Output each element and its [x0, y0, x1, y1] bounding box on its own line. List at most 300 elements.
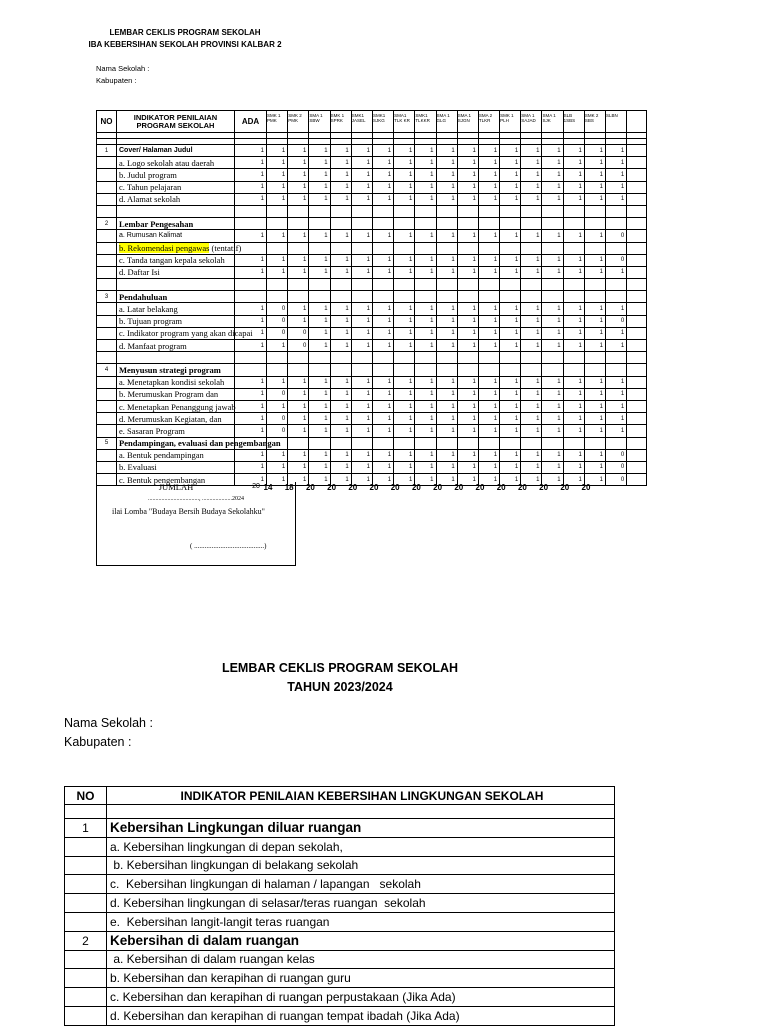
score-cell: 1: [478, 169, 499, 181]
row-indicator: d. Daftar Isi: [117, 266, 235, 278]
score-cell: 1: [436, 303, 457, 315]
score-cell: 1: [372, 461, 393, 473]
score-cell: 1: [267, 157, 288, 169]
score-cell: 1: [436, 169, 457, 181]
score-cell: 1: [309, 193, 330, 205]
score-cell: 1: [330, 145, 351, 157]
score-cell: 1: [267, 254, 288, 266]
score-cell: [542, 352, 563, 364]
score-cell: 0: [267, 413, 288, 425]
score-cell: 1: [288, 449, 309, 461]
score-cell: 1: [372, 413, 393, 425]
score-cell: 1: [542, 388, 563, 400]
score-cell: 1: [330, 327, 351, 339]
checklist-row: [97, 181, 647, 193]
score-cell: 1: [606, 376, 627, 388]
score-cell: 0: [606, 230, 627, 242]
score-cell: 1: [521, 230, 542, 242]
section-label: Kebersihan di dalam ruangan: [107, 931, 615, 950]
section-label: Kebersihan Lingkungan diluar ruangan: [107, 819, 615, 838]
score-cell: 1: [500, 254, 521, 266]
score-cell: [521, 352, 542, 364]
score-cell: 1: [288, 474, 309, 486]
row-no: [65, 988, 107, 1007]
score-cell: 1: [457, 181, 478, 193]
score-cell: 1: [563, 327, 584, 339]
jumlah-value: 20: [581, 483, 591, 492]
row-indicator: d. Merumuskan Kegiatan, dan: [117, 413, 235, 425]
score-cell: 1: [478, 461, 499, 473]
score-cell: [606, 291, 627, 303]
score-cell: [330, 218, 351, 230]
score-cell: 1: [521, 474, 542, 486]
score-cell: 1: [309, 254, 330, 266]
score-cell: [542, 437, 563, 449]
score-cell: 1: [330, 400, 351, 412]
score-cell: 1: [563, 145, 584, 157]
score-cell: 1: [606, 157, 627, 169]
blank-row: [97, 352, 647, 364]
score-cell: [309, 437, 330, 449]
score-cell: 1: [606, 400, 627, 412]
indicator-row: [65, 988, 615, 1007]
score-cell: 1: [563, 340, 584, 352]
score-cell: 1: [394, 193, 415, 205]
score-cell: 1: [542, 303, 563, 315]
score-cell: [394, 242, 415, 254]
score-cell: [500, 205, 521, 217]
score-cell: [606, 279, 627, 291]
score-cell: 1: [436, 157, 457, 169]
score-cell: [500, 242, 521, 254]
score-cell: 1: [288, 376, 309, 388]
score-cell: 1: [521, 315, 542, 327]
score-cell: 1: [521, 449, 542, 461]
score-cell: 1: [415, 315, 436, 327]
ada-cell: 1: [235, 169, 267, 181]
checklist-row: [97, 157, 647, 169]
jumlah-value: 20: [560, 483, 570, 492]
bottom-kabupaten-label: Kabupaten :: [64, 735, 132, 749]
score-cell: 1: [372, 327, 393, 339]
checklist-row: [97, 242, 647, 254]
score-cell: 1: [542, 449, 563, 461]
score-cell: [521, 218, 542, 230]
row-no: [65, 894, 107, 913]
top-sheet-title-line1: LEMBAR CEKLIS PROGRAM SEKOLAH: [109, 28, 261, 37]
score-cell: [415, 352, 436, 364]
row-no: [97, 254, 117, 266]
bottom-sheet-title-line1: LEMBAR CEKLIS PROGRAM SEKOLAH: [221, 661, 459, 675]
row-no: [97, 230, 117, 242]
row-indicator: a. Rumusan Kalimat: [117, 230, 235, 242]
row-no: [65, 969, 107, 988]
row-no: [65, 875, 107, 894]
score-cell: 1: [330, 461, 351, 473]
score-cell: [351, 437, 372, 449]
score-cell: 1: [372, 474, 393, 486]
row-indicator: b. Merumuskan Program dan: [117, 388, 235, 400]
score-cell: [542, 205, 563, 217]
score-cell: 1: [584, 474, 605, 486]
header-school: SMK 2 PMK: [288, 111, 309, 133]
score-cell: 1: [457, 254, 478, 266]
score-cell: 0: [267, 303, 288, 315]
score-cell: 1: [478, 254, 499, 266]
score-cell: 1: [606, 413, 627, 425]
score-cell: 1: [500, 169, 521, 181]
score-cell: 1: [415, 193, 436, 205]
header-school: SMK1 TLKKR: [415, 111, 436, 133]
score-cell: 1: [457, 340, 478, 352]
signature-date: .................................., ....................2024: [148, 496, 244, 502]
score-cell: 1: [478, 145, 499, 157]
jumlah-value: 20: [433, 483, 443, 492]
row-no: [97, 340, 117, 352]
score-cell: [436, 364, 457, 376]
score-cell: 1: [394, 327, 415, 339]
score-cell: [584, 242, 605, 254]
score-cell: 1: [351, 388, 372, 400]
row-indicator: d. Alamat sekolah: [117, 193, 235, 205]
row-no: [97, 157, 117, 169]
score-cell: 1: [457, 266, 478, 278]
score-cell: 1: [330, 181, 351, 193]
score-cell: 1: [372, 315, 393, 327]
environment-checklist-table: [64, 786, 615, 1026]
score-cell: 1: [415, 425, 436, 437]
score-cell: 1: [521, 340, 542, 352]
score-cell: 1: [330, 376, 351, 388]
ada-cell: 1: [235, 376, 267, 388]
row-no: 2: [97, 218, 117, 230]
score-cell: 1: [521, 376, 542, 388]
score-cell: [457, 352, 478, 364]
ada-cell: 1: [235, 340, 267, 352]
score-cell: [627, 449, 647, 461]
score-cell: 1: [330, 169, 351, 181]
score-cell: 1: [267, 461, 288, 473]
score-cell: 1: [309, 169, 330, 181]
score-cell: 1: [584, 181, 605, 193]
score-cell: 1: [309, 425, 330, 437]
score-cell: 1: [606, 193, 627, 205]
score-cell: 1: [288, 388, 309, 400]
score-cell: [478, 352, 499, 364]
score-cell: 1: [309, 157, 330, 169]
header-school: SMK 1 SPRK: [330, 111, 351, 133]
header-school: SMA1 TLK KR: [394, 111, 415, 133]
score-cell: [563, 242, 584, 254]
checklist-header-row: [97, 111, 647, 133]
score-cell: 1: [351, 169, 372, 181]
score-cell: 1: [415, 413, 436, 425]
score-cell: 1: [267, 376, 288, 388]
top-sheet-title-line2: IBA KEBERSIHAN SEKOLAH PROVINSI KALBAR 2: [88, 40, 282, 49]
score-cell: 1: [478, 303, 499, 315]
score-cell: 1: [415, 340, 436, 352]
score-cell: 1: [500, 230, 521, 242]
score-cell: 1: [309, 376, 330, 388]
checklist-row: [97, 364, 647, 376]
row-indicator: c. Tanda tangan kepala sekolah: [117, 254, 235, 266]
score-cell: [627, 145, 647, 157]
score-cell: 0: [606, 461, 627, 473]
score-cell: 1: [500, 193, 521, 205]
header-school: SMK1 JASEL: [351, 111, 372, 133]
blank-row: [97, 205, 647, 217]
score-cell: 1: [478, 340, 499, 352]
score-cell: 1: [330, 474, 351, 486]
score-cell: [457, 364, 478, 376]
score-cell: 1: [309, 181, 330, 193]
header-school: SMA 1 SJK: [542, 111, 563, 133]
score-cell: 1: [584, 461, 605, 473]
score-cell: 1: [309, 413, 330, 425]
score-cell: 1: [500, 303, 521, 315]
score-cell: [584, 437, 605, 449]
score-cell: 1: [563, 303, 584, 315]
checklist-row: [97, 425, 647, 437]
score-cell: [394, 437, 415, 449]
score-cell: 1: [584, 315, 605, 327]
score-cell: 1: [521, 181, 542, 193]
score-cell: 1: [394, 315, 415, 327]
score-cell: [584, 291, 605, 303]
score-cell: 1: [457, 474, 478, 486]
row-indicator: Lembar Pengesahan: [117, 218, 235, 230]
score-cell: 1: [436, 474, 457, 486]
score-cell: 1: [457, 303, 478, 315]
checklist-row: [97, 266, 647, 278]
ada-cell: 1: [235, 425, 267, 437]
row-indicator: [117, 279, 235, 291]
score-cell: 1: [436, 449, 457, 461]
score-cell: 1: [436, 340, 457, 352]
score-cell: [330, 279, 351, 291]
ada-cell: 1: [235, 315, 267, 327]
score-cell: 1: [309, 400, 330, 412]
score-cell: 1: [542, 340, 563, 352]
score-cell: 1: [436, 327, 457, 339]
score-cell: 1: [563, 425, 584, 437]
score-cell: 1: [542, 157, 563, 169]
score-cell: 1: [267, 266, 288, 278]
indicator-label: b. Kebersihan dan kerapihan di ruangan guru: [107, 969, 615, 988]
ada-cell: 1: [235, 388, 267, 400]
score-cell: 1: [542, 181, 563, 193]
score-cell: [627, 230, 647, 242]
ada-cell: 1: [235, 303, 267, 315]
score-cell: 1: [478, 376, 499, 388]
score-cell: 1: [457, 413, 478, 425]
header-school: SMA 1 GLG: [436, 111, 457, 133]
score-cell: [563, 205, 584, 217]
score-cell: 1: [267, 474, 288, 486]
score-cell: [500, 291, 521, 303]
score-cell: [372, 291, 393, 303]
score-cell: [288, 364, 309, 376]
score-cell: 1: [478, 327, 499, 339]
ada-cell: [235, 364, 267, 376]
score-cell: 1: [606, 169, 627, 181]
checklist-row: [97, 340, 647, 352]
score-cell: 1: [457, 388, 478, 400]
score-cell: 1: [288, 425, 309, 437]
score-cell: [288, 437, 309, 449]
score-cell: [563, 279, 584, 291]
score-cell: 1: [542, 315, 563, 327]
row-indicator: [117, 242, 242, 254]
program-checklist-table: [96, 110, 647, 486]
score-cell: 1: [500, 413, 521, 425]
score-cell: [606, 242, 627, 254]
score-cell: 1: [351, 449, 372, 461]
score-cell: 1: [563, 169, 584, 181]
score-cell: [627, 413, 647, 425]
score-cell: [372, 218, 393, 230]
jumlah-label: JUMLAH: [158, 482, 194, 492]
score-cell: [478, 291, 499, 303]
score-cell: [415, 242, 436, 254]
bottom-sheet-title-line2: TAHUN 2023/2024: [287, 680, 393, 694]
jumlah-ada: 20: [252, 483, 260, 490]
score-cell: 1: [478, 413, 499, 425]
score-cell: [457, 437, 478, 449]
row-no: [97, 449, 117, 461]
score-cell: 1: [288, 254, 309, 266]
row-indicator: c. Tahun pelajaran: [117, 181, 235, 193]
score-cell: 1: [500, 266, 521, 278]
score-cell: 1: [584, 193, 605, 205]
score-cell: 1: [478, 315, 499, 327]
header-no: NO: [97, 111, 117, 133]
score-cell: 1: [606, 340, 627, 352]
score-cell: 1: [542, 400, 563, 412]
score-cell: 1: [563, 400, 584, 412]
jumlah-value: 20: [411, 483, 421, 492]
score-cell: 1: [309, 315, 330, 327]
jumlah-value: 20: [390, 483, 400, 492]
score-cell: 1: [584, 413, 605, 425]
top-kabupaten-label: Kabupaten :: [96, 76, 137, 85]
score-cell: 1: [415, 449, 436, 461]
score-cell: 1: [521, 413, 542, 425]
score-cell: 1: [267, 340, 288, 352]
score-cell: [521, 279, 542, 291]
row-no: [97, 388, 117, 400]
score-cell: [330, 242, 351, 254]
score-cell: [500, 218, 521, 230]
row-indicator: d. Manfaat program: [117, 340, 235, 352]
score-cell: [415, 205, 436, 217]
row-indicator: b. Judul program: [117, 169, 235, 181]
indicator-row: [65, 950, 615, 969]
header-school: SMK 1 PMK: [267, 111, 288, 133]
jumlah-value: 20: [327, 483, 337, 492]
row-no: 3: [97, 291, 117, 303]
checklist-row: [97, 388, 647, 400]
checklist-row: [97, 254, 647, 266]
score-cell: 1: [542, 413, 563, 425]
score-cell: [288, 205, 309, 217]
ada-cell: 1: [235, 474, 267, 486]
indicator-label: a. Kebersihan lingkungan di depan sekolah,: [107, 837, 615, 856]
score-cell: [267, 291, 288, 303]
header-school: SMA 2 TLKR: [478, 111, 499, 133]
score-cell: 1: [351, 340, 372, 352]
row-no: [97, 400, 117, 412]
row-indicator: [117, 205, 235, 217]
indicator-row: [65, 856, 615, 875]
row-indicator: Menyusun strategi program: [117, 364, 235, 376]
score-cell: [521, 291, 542, 303]
score-cell: 1: [351, 230, 372, 242]
score-cell: 1: [394, 413, 415, 425]
score-cell: 1: [436, 145, 457, 157]
score-cell: 1: [394, 388, 415, 400]
score-cell: [627, 388, 647, 400]
score-cell: [351, 279, 372, 291]
score-cell: 1: [351, 400, 372, 412]
score-cell: 1: [351, 315, 372, 327]
score-cell: [627, 254, 647, 266]
score-cell: 1: [457, 145, 478, 157]
score-cell: [267, 242, 288, 254]
score-cell: 1: [500, 474, 521, 486]
score-cell: 1: [351, 413, 372, 425]
score-cell: [372, 352, 393, 364]
score-cell: 1: [563, 461, 584, 473]
score-cell: [627, 279, 647, 291]
score-cell: [627, 193, 647, 205]
score-cell: [627, 425, 647, 437]
row-indicator: Cover/ Halaman Judul: [117, 145, 235, 157]
score-cell: [584, 205, 605, 217]
row-indicator: a. Bentuk pendampingan: [117, 449, 235, 461]
score-cell: [478, 242, 499, 254]
checklist-row: [97, 376, 647, 388]
score-cell: 1: [288, 461, 309, 473]
row-indicator: b. Tujuan program: [117, 315, 235, 327]
score-cell: [563, 291, 584, 303]
score-cell: 1: [436, 425, 457, 437]
score-cell: 0: [267, 315, 288, 327]
score-cell: 1: [351, 266, 372, 278]
score-cell: [521, 205, 542, 217]
score-cell: 1: [478, 193, 499, 205]
score-cell: [627, 266, 647, 278]
score-cell: [394, 364, 415, 376]
score-cell: [584, 364, 605, 376]
environment-header-row: [65, 787, 615, 805]
score-cell: [436, 437, 457, 449]
score-cell: [309, 279, 330, 291]
score-cell: 1: [415, 169, 436, 181]
score-cell: 1: [372, 157, 393, 169]
score-cell: 1: [584, 266, 605, 278]
score-cell: 1: [500, 425, 521, 437]
score-cell: 1: [563, 266, 584, 278]
score-cell: 1: [542, 376, 563, 388]
score-cell: 1: [436, 376, 457, 388]
score-cell: [606, 352, 627, 364]
row-no: [97, 461, 117, 473]
score-cell: 1: [394, 474, 415, 486]
score-cell: 1: [288, 193, 309, 205]
score-cell: 1: [584, 169, 605, 181]
checklist-row: [97, 449, 647, 461]
